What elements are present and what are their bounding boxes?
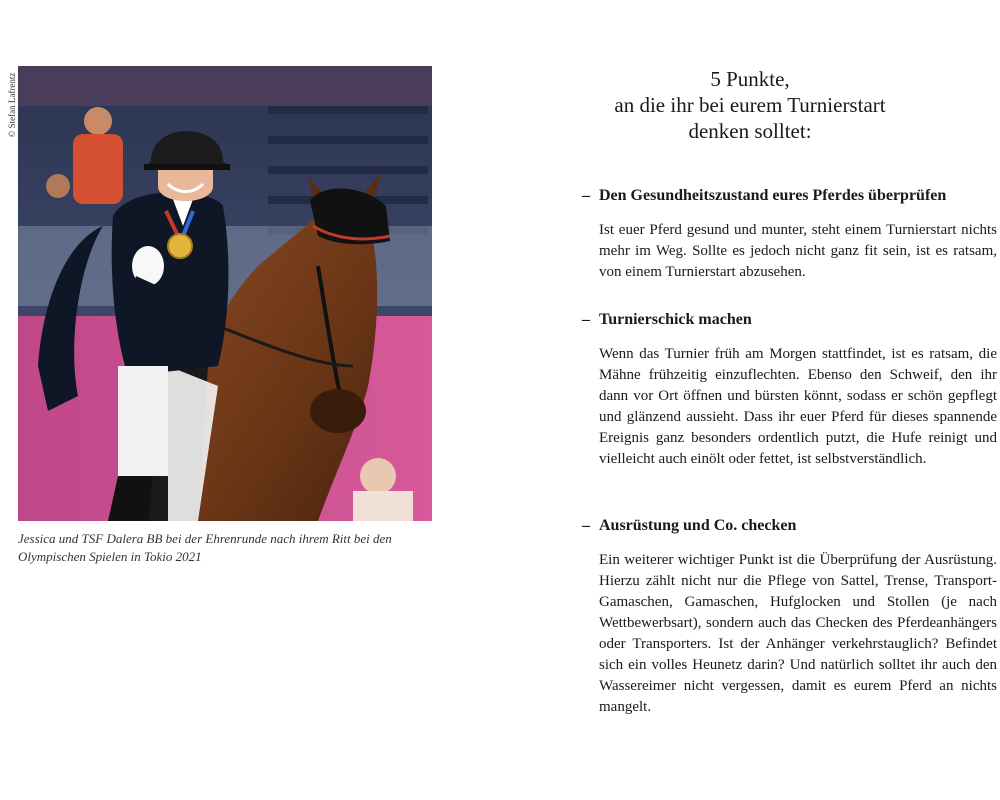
photo-credit: © Stefan Lafrentz (7, 72, 17, 138)
section-dash: – (582, 187, 590, 204)
heading-line-2: an die ihr bei eurem Turnierstart (614, 93, 886, 117)
section-title (582, 186, 997, 206)
page-heading (600, 66, 900, 144)
rider-photo (18, 66, 432, 521)
section-dash: – (582, 311, 590, 328)
section-title-text: Turnierschick machen (599, 311, 752, 328)
section-title-text: Ausrüstung und Co. checken (599, 517, 797, 534)
photo-caption: Jessica und TSF Dalera BB bei der Ehrenrunde nach ihrem Ritt bei den Olympischen Spielen in Tokio 2021 (18, 531, 392, 564)
section-body: Ist euer Pferd gesund und munter, steht einem Turnierstart nichts mehr im Weg. Sollte es jedoch nicht ganz fit sein, ist es ratsam, von einem Turnierstart abzusehen. (599, 222, 997, 280)
section-health (582, 186, 997, 283)
rider-photo-illustration (18, 66, 432, 521)
heading-line-3: denken solltet: (688, 119, 812, 143)
section-title (582, 516, 997, 536)
section-equipment (582, 516, 997, 718)
heading-line-1: 5 Punkte, (710, 67, 790, 91)
section-dash: – (582, 517, 590, 534)
section-title (582, 310, 997, 330)
section-grooming (582, 310, 997, 470)
section-title-text: Den Gesundheitszustand eures Pferdes überprüfen (599, 187, 947, 204)
section-body: Ein weiterer wichtiger Punkt ist die Überprüfung der Ausrüstung. Hierzu zählt nicht nur die Pflege von Sattel, Trense, Transport-Gamaschen, Gamaschen, Hufglocken und Stollen (je nach Wettbewerbsart), sondern auch das Checken des Pferdeanhängers oder Transporters. Ist der Anhänger verkehrstauglich? Befindet sich ein volles Heunetz darin? Und natürlich solltet ihr auch den Wassereimer nicht vergessen, damit es eurem Pferd an nichts mangelt. (599, 552, 997, 715)
section-body: Wenn das Turnier früh am Morgen stattfindet, ist es ratsam, die Mähne frühzeitig einzuflechten. Ebenso den Schweif, den ihr dann vor Ort öffnen und bürsten könnt, sodass er schön gepflegt und glänzend aussieht. Dass ihr euer Pferd für dieses spannende Ereignis ganz besonders ordentlich putzt, die Hufe reinigt und vielleicht auch einölt oder fettet, ist selbstverständlich. (599, 346, 997, 467)
